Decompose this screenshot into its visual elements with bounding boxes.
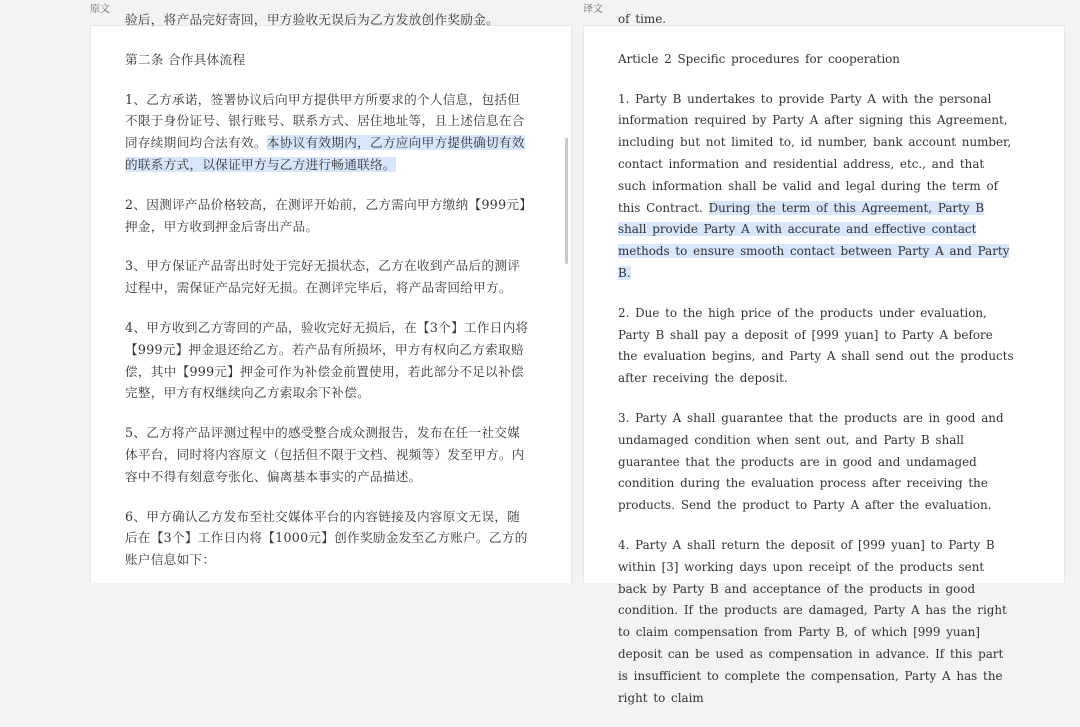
target-p1-highlight[interactable]: During the term of this Agreement, Party B shall provide Party A with accurate and effective contact methods to ensure smooth contact between Party A and Party B. xyxy=(618,200,1010,280)
target-paragraph-2: 2. Due to the high price of the products under evaluation, Party B shall pay a deposit of [999 yuan] to Party A before the evaluation begins, and Party A shall send out the products after receiving the deposit. xyxy=(618,305,1014,386)
target-p1-text: 1. Party B undertakes to provide Party A with the personal information required by Party A after signing this Agreement, including but not limited to, id number, bank account number, contact information and residential address, etc., and that such information shall be valid and legal during the term of this Contract. xyxy=(618,91,1012,215)
source-paragraph-6: 6、甲方确认乙方发布至社交媒体平台的内容链接及内容原文无误，随后在【3个】工作日内将【1000元】创作奖励金发至乙方账户。乙方的账户信息如下： xyxy=(125,508,528,568)
source-paragraph-4: 4、甲方收到乙方寄回的产品，验收完好无损后，在【3个】工作日内将【999元】押金退还给乙方。若产品有所损坏，甲方有权向乙方索取赔偿，其中【999元】押金可作为补偿金前置使用，若此部分不足以补偿完整，甲方有权继续向乙方索取余下补偿。 xyxy=(125,319,529,401)
source-document-content xyxy=(125,9,531,589)
source-paragraph-2: 2、因测评产品价格较高，在测评开始前，乙方需向甲方缴纳【999元】押金，甲方收到押金后寄出产品。 xyxy=(125,196,526,234)
source-document-pane[interactable] xyxy=(90,12,572,583)
target-paragraph-3: 3. Party A shall guarantee that the products are in good and undamaged condition when sent out, and Party B shall guarantee that the products are in good and undamaged condition during the evaluation process after receiving the products. Send the product to Party A after the evaluation. xyxy=(618,410,1004,513)
source-paragraph-5: 5、乙方将产品评测过程中的感受整合成众测报告，发布在任一社交媒体平台，同时将内容原文（包括但不限于文档、视频等）发至甲方。内容中不得有刻意夸张化、偏离基本事实的产品描述。 xyxy=(125,425,525,484)
target-paragraph-1 xyxy=(618,89,1017,285)
source-p1-text: 1、乙方承诺，签署协议后向甲方提供甲方所要求的个人信息，包括但不限于身份证号、银行账号、联系方式、居住地址等，且上述信息在合同存续期间均合法有效。 xyxy=(125,91,525,151)
target-top-cut-line: of time. xyxy=(618,12,667,26)
source-top-cut-line: 验后，将产品完好寄回，甲方验收无误后为乙方发放创作奖励金。 xyxy=(125,12,499,27)
source-pane-title: 原文 xyxy=(90,4,110,15)
source-scrollbar[interactable] xyxy=(565,138,568,264)
source-paragraph-1 xyxy=(125,89,531,176)
target-paragraph-4: 4. Party A shall return the deposit of [999 yuan] to Party B within [3] working days upon receipt of the products sent back by Party B and acceptance of the products in good condition. If the products are damaged, Party A has the right to claim compensation from Party B, of which [999 yuan] deposit can be used as compensation in advance. If this part is insufficient to complete the compensation, Party A has the right to claim xyxy=(618,537,1007,705)
source-article-heading: 第二条 合作具体流程 xyxy=(125,51,246,67)
target-article-heading: Article 2 Specific procedures for cooperation xyxy=(618,51,900,66)
target-document-pane[interactable] xyxy=(583,12,1065,705)
target-document-content xyxy=(618,9,1017,727)
source-p1-highlight[interactable]: 本协议有效期内，乙方应向甲方提供确切有效的联系方式，以保证甲方与乙方进行畅通联络。 xyxy=(125,135,525,172)
source-paragraph-3: 3、甲方保证产品寄出时处于完好无损状态，乙方在收到产品后的测评过程中，需保证产品完好无损。在测评完毕后，将产品寄回给甲方。 xyxy=(125,258,521,296)
target-pane-title: 译文 xyxy=(583,4,603,15)
